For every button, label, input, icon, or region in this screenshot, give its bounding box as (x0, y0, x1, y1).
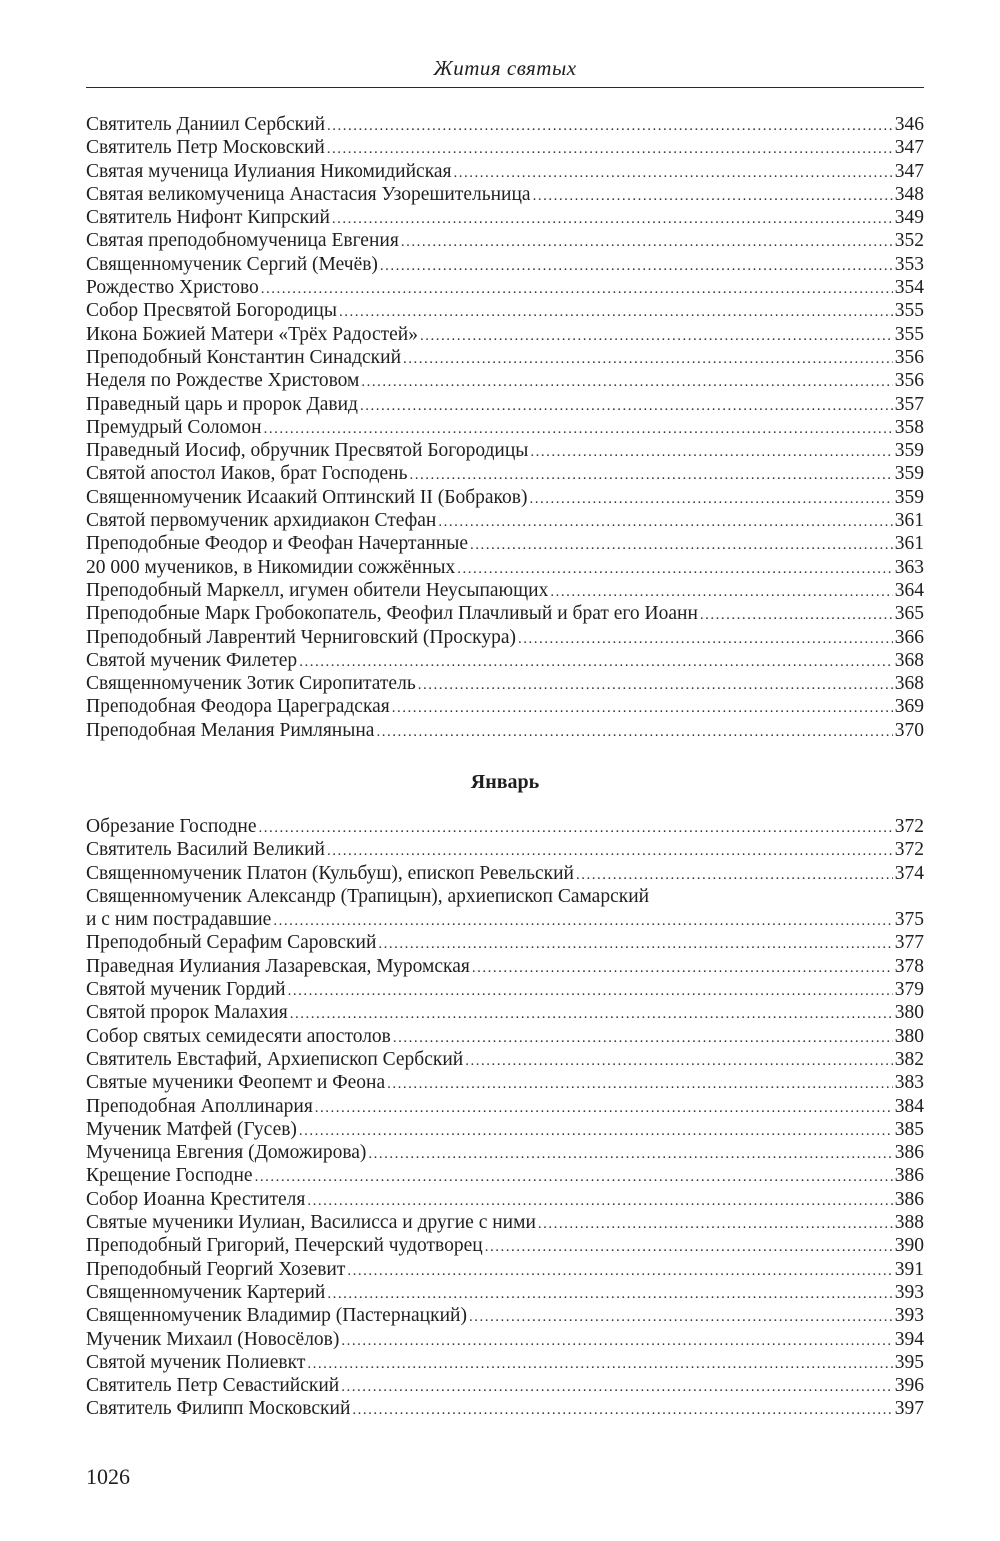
toc-entry-title: Преподобный Маркелл, игумен обители Неусыпающих (86, 579, 549, 601)
toc-entry-title: Обрезание Господне (86, 816, 257, 837)
toc-entry-page: 393 (894, 1305, 924, 1327)
toc-entry-page: 355 (894, 323, 924, 345)
toc-entry-page: 390 (894, 1235, 924, 1257)
toc-entry (86, 626, 924, 649)
toc-entry-title: Святые мученики Феопемт и Феона (86, 1072, 386, 1094)
toc-entry-page: 368 (894, 673, 924, 695)
toc-entry (86, 532, 924, 555)
toc-entry-title: Собор святых семидесяти апостолов (86, 1025, 391, 1047)
toc-entry-page: 385 (894, 1118, 924, 1140)
toc-entry-page: 395 (894, 1351, 924, 1373)
toc-entry (86, 393, 924, 416)
toc-entry (86, 183, 924, 206)
toc-entry-page: 359 (894, 486, 924, 508)
toc-entry-title: Преподобный Григорий, Печерский чудотворец (86, 1235, 483, 1257)
dot-leader (273, 910, 892, 933)
toc-entry (86, 672, 924, 695)
toc-entry (86, 931, 924, 954)
toc-entry-page: 354 (894, 277, 924, 299)
toc-entry-page: 358 (894, 416, 924, 438)
dot-leader (368, 1143, 892, 1166)
toc-entry (86, 486, 924, 509)
toc-entry (86, 416, 924, 439)
toc-entry-page: 349 (894, 207, 924, 229)
toc-entry-title: Святитель Евстафий, Архиепископ Сербский (86, 1048, 464, 1070)
toc-entry-title: Преподобные Феодор и Феофан Начертанные (86, 533, 468, 555)
toc-entry (86, 1118, 924, 1141)
dot-leader (327, 840, 893, 863)
dot-leader (533, 185, 893, 208)
toc-entry (86, 719, 924, 742)
toc-entry-page: 394 (894, 1328, 924, 1350)
toc-entry-page: 361 (894, 533, 924, 555)
toc-entry-page: 380 (894, 1025, 924, 1047)
toc-entry-page: 364 (894, 579, 924, 601)
toc-entry-title: Преподобная Феодора Цареградская (86, 696, 390, 718)
toc-entry-page: 347 (894, 137, 924, 159)
toc-entry-page: 386 (894, 1142, 924, 1164)
dot-leader (339, 301, 893, 324)
dot-leader (352, 1399, 892, 1422)
toc-entry-page: 370 (894, 719, 924, 741)
toc-entry-title: Мученик Михаил (Новосёлов) (86, 1328, 340, 1350)
dot-leader (700, 604, 893, 627)
toc-entry (86, 1164, 924, 1187)
toc-entry-page: 365 (894, 603, 924, 625)
toc-entry-page: 388 (894, 1212, 924, 1234)
toc-entry-page: 356 (894, 370, 924, 392)
dot-leader (378, 933, 892, 956)
dot-leader (380, 255, 893, 278)
dot-leader (438, 511, 892, 534)
toc-entry-page: 359 (894, 440, 924, 462)
toc-entry (86, 136, 924, 159)
toc-entry-title: Собор Пресвятой Богородицы (86, 300, 337, 322)
toc-entry-title: Святой мученик Филетер (86, 649, 298, 671)
dot-leader (387, 1073, 893, 1096)
toc-entry (86, 1211, 924, 1234)
toc-section-december (86, 113, 924, 742)
toc-entry-page: 347 (894, 160, 924, 182)
dot-leader (299, 651, 893, 674)
dot-leader (550, 581, 892, 604)
dot-leader (327, 138, 893, 161)
toc-entry (86, 346, 924, 369)
toc-entry-title: Рождество Христово (86, 277, 259, 299)
dot-leader (361, 371, 892, 394)
toc-entry (86, 838, 924, 861)
toc-entry (86, 649, 924, 672)
dot-leader (403, 348, 893, 371)
dot-leader (418, 674, 893, 697)
toc-entry-title: Священномученик Картерий (86, 1281, 326, 1303)
dot-leader (376, 721, 892, 744)
toc-entry-page: 369 (894, 696, 924, 718)
toc-entry (86, 439, 924, 462)
dot-leader (470, 534, 893, 557)
toc-entry-page: 352 (894, 230, 924, 252)
toc-entry-page: 386 (894, 1188, 924, 1210)
dot-leader (576, 864, 893, 887)
toc-entry (86, 862, 924, 885)
toc-entry-page: 372 (894, 816, 924, 837)
toc-entry-title: Праведная Иулиания Лазаревская, Муромская (86, 955, 470, 977)
dot-leader (307, 1353, 892, 1376)
toc-entry (86, 1071, 924, 1094)
toc-entry-title: Священномученик Сергий (Мечёв) (86, 253, 378, 275)
dot-leader (341, 1376, 893, 1399)
toc-entry-title: Неделя по Рождестве Христовом (86, 370, 360, 392)
toc-entry (86, 1048, 924, 1071)
toc-entry (86, 299, 924, 322)
toc-entry (86, 160, 924, 183)
dot-leader (290, 1003, 893, 1026)
toc-entry-page: 368 (894, 649, 924, 671)
toc-entry (86, 462, 924, 485)
toc-entry (86, 369, 924, 392)
section-heading-january: Январь (470, 771, 540, 793)
dot-leader (259, 817, 893, 840)
toc-entry (86, 509, 924, 532)
toc-entry-title: Премудрый Соломон (86, 416, 262, 438)
dot-leader (264, 418, 893, 441)
dot-leader (457, 558, 892, 581)
toc-entry-title-line1: Священномученик Александр (Трапицын), архиепископ Самарский (86, 885, 650, 907)
toc-entry-title: Священномученик Платон (Кульбуш), епископ Ревельский (86, 862, 574, 884)
toc-entry (86, 1281, 924, 1304)
toc-entry-title: Мученица Евгения (Доможирова) (86, 1142, 367, 1164)
dot-leader (347, 1260, 892, 1283)
toc-entry (86, 253, 924, 276)
toc-entry-title: 20 000 мучеников, в Никомидии сожжённых (86, 556, 456, 578)
toc-entry (86, 323, 924, 346)
toc-entry-page: 386 (894, 1165, 924, 1187)
toc-entry (86, 1374, 924, 1397)
toc-entry (86, 1351, 924, 1374)
dot-leader (409, 464, 892, 487)
toc-entry-page: 391 (894, 1258, 924, 1280)
dot-leader (261, 278, 893, 301)
toc-entry-title: Преподобный Лаврентий Черниговский (Проскура) (86, 626, 516, 648)
dot-leader (393, 1027, 893, 1050)
toc-entry-title: Крещение Господне (86, 1165, 253, 1187)
toc-entry-title: Священномученик Зотик Сиропитатель (86, 673, 416, 695)
dot-leader (288, 980, 893, 1003)
toc-entry-title: Мученик Матфей (Гусев) (86, 1118, 297, 1140)
toc-entry (86, 978, 924, 1001)
toc-entry (86, 579, 924, 602)
toc-entry-page: 396 (894, 1375, 924, 1397)
toc-entry-page: 380 (894, 1002, 924, 1024)
toc-entry-title: Святитель Петр Севастийский (86, 1375, 340, 1397)
toc-entry (86, 229, 924, 252)
toc-entry-title: Святой пророк Малахия (86, 1002, 288, 1024)
running-header: Жития святых (433, 56, 577, 80)
toc-entry-title: Преподобная Мелания Римлянына (86, 719, 375, 741)
toc-entry-title: Святитель Нифонт Кипрский (86, 207, 330, 229)
toc-entry-title: Преподобный Серафим Саровский (86, 932, 377, 954)
toc-entry (86, 1001, 924, 1024)
toc-entry-page: 356 (894, 346, 924, 368)
toc-entry (86, 276, 924, 299)
toc-entry-title: Икона Божией Матери «Трёх Радостей» (86, 323, 418, 345)
toc-entry-title: Святитель Василий Великий (86, 839, 325, 861)
dot-leader (518, 628, 893, 651)
toc-entry-title: Святые мученики Иулиан, Василисса и другие с ними (86, 1212, 536, 1234)
toc-entry-page: 372 (894, 839, 924, 861)
dot-leader (315, 1097, 893, 1120)
toc-entry-page: 378 (894, 955, 924, 977)
toc-entry-title: Священномученик Исаакий Оптинский II (Бобраков) (86, 486, 528, 508)
toc-entry-title: Святой мученик Полиевкт (86, 1351, 306, 1373)
toc-entry-page: 363 (894, 556, 924, 578)
toc-entry-page: 346 (894, 114, 924, 135)
dot-leader (420, 325, 893, 348)
toc-entry-title: Святитель Даниил Сербский (86, 114, 325, 135)
toc-entry-page: 353 (894, 253, 924, 275)
toc-entry-title: Святой мученик Гордий (86, 979, 286, 1001)
toc-entry-title: Преподобный Константин Синадский (86, 346, 401, 368)
toc-entry-title: Праведный царь и пророк Давид (86, 393, 358, 415)
page-number: 1026 (86, 1464, 130, 1489)
dot-leader (332, 208, 893, 231)
toc-entry (86, 556, 924, 579)
toc-entry-page: 397 (894, 1398, 924, 1420)
toc-entry-title: Священномученик Владимир (Пастернацкий) (86, 1305, 467, 1327)
toc-entry-page: 384 (894, 1095, 924, 1117)
toc-entry-title: Преподобная Аполлинария (86, 1095, 313, 1117)
toc-entry (86, 1188, 924, 1211)
dot-leader (538, 1213, 893, 1236)
dot-leader (327, 1283, 892, 1306)
toc-entry-title: Святой апостол Иаков, брат Господень (86, 463, 408, 485)
toc-entry-title: Преподобный Георгий Хозевит (86, 1258, 346, 1280)
toc-entry-title: Святая мученица Иулиания Никомидийская (86, 160, 452, 182)
toc-entry-page: 366 (894, 626, 924, 648)
dot-leader (327, 115, 893, 138)
toc-entry-title: Преподобные Марк Гробокопатель, Феофил Плачливый и брат его Иоанн (86, 603, 698, 625)
toc-entry-title: Собор Иоанна Крестителя (86, 1188, 306, 1210)
toc-entry-page: 359 (894, 463, 924, 485)
dot-leader (392, 697, 893, 720)
dot-leader (360, 395, 893, 418)
dot-leader (469, 1306, 893, 1329)
toc-entry-page: 382 (894, 1048, 924, 1070)
toc-entry-title-line2: и с ним пострадавшие (86, 909, 272, 931)
toc-entry-page: 393 (894, 1281, 924, 1303)
dot-leader (341, 1330, 892, 1353)
toc-entry (86, 1397, 924, 1420)
toc-entry (86, 1304, 924, 1327)
toc-entry (86, 1095, 924, 1118)
toc-entry-title: Святитель Петр Московский (86, 137, 325, 159)
dot-leader (307, 1190, 892, 1213)
toc-section-january (86, 815, 924, 1421)
toc-entry (86, 695, 924, 718)
toc-entry-title: Праведный Иосиф, обручник Пресвятой Богородицы (86, 440, 529, 462)
toc-entry-page: 375 (894, 909, 924, 931)
toc-entry-page: 361 (894, 510, 924, 532)
toc-entry-title: Святая великомученица Анастасия Узорешительница (86, 183, 531, 205)
toc-entry-page: 357 (894, 393, 924, 415)
toc-entry (86, 955, 924, 978)
header-rule (86, 87, 924, 88)
dot-leader (485, 1236, 893, 1259)
toc-entry-title: Святой первомученик архидиакон Стефан (86, 510, 437, 532)
toc-entry (86, 602, 924, 625)
dot-leader (472, 957, 893, 980)
toc-entry (86, 206, 924, 229)
toc-entry-page: 355 (894, 300, 924, 322)
toc-entry (86, 1025, 924, 1048)
toc-entry (86, 1234, 924, 1257)
dot-leader (255, 1166, 893, 1189)
toc-entry (86, 1328, 924, 1351)
toc-entry (86, 815, 924, 838)
toc-entry-page: 377 (894, 932, 924, 954)
toc-entry-title: Святитель Филипп Московский (86, 1398, 351, 1420)
toc-entry-page: 379 (894, 979, 924, 1001)
dot-leader (401, 231, 893, 254)
dot-leader (454, 162, 893, 185)
toc-entry-page: 383 (894, 1072, 924, 1094)
toc-entry (86, 113, 924, 136)
toc-entry-title: Святая преподобномученица Евгения (86, 230, 399, 252)
toc-entry (86, 1141, 924, 1164)
dot-leader (530, 441, 892, 464)
toc-entry-page: 348 (894, 183, 924, 205)
toc-entry (86, 885, 924, 932)
dot-leader (529, 488, 892, 511)
dot-leader (299, 1120, 893, 1143)
toc-entry-page: 374 (894, 862, 924, 884)
dot-leader (465, 1050, 893, 1073)
toc-entry (86, 1258, 924, 1281)
